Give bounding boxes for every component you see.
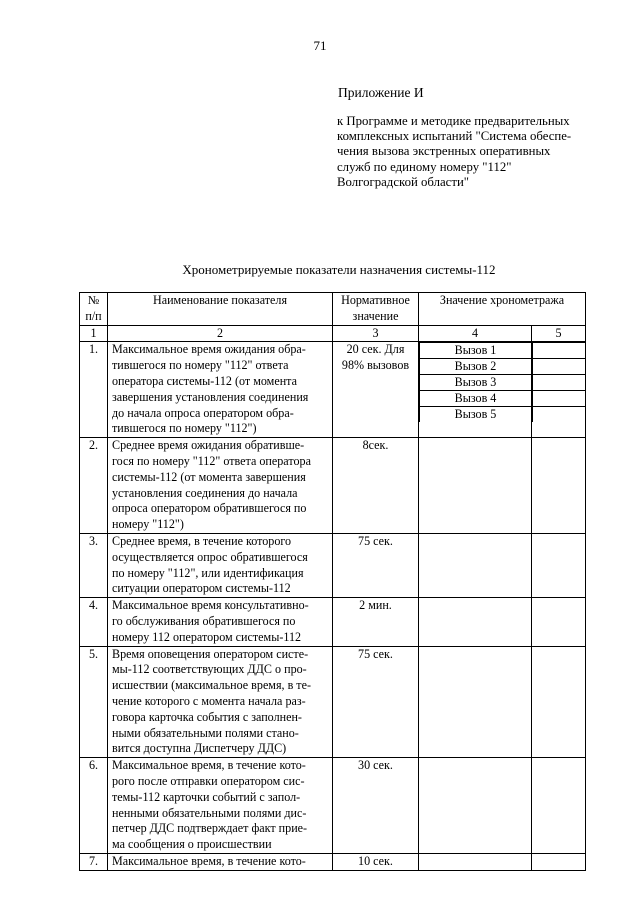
header-name: Наименование показателя	[108, 293, 333, 326]
row-name: Максимальное время, в течение кото-	[108, 853, 333, 870]
row-value-5	[532, 533, 586, 597]
table-row	[80, 853, 586, 870]
call-label: Вызов 4	[419, 390, 532, 407]
timing-table	[79, 292, 586, 871]
row-norm: 20 сек. Для 98% вызовов	[333, 342, 419, 438]
row-number: 6.	[80, 758, 108, 854]
row-value-5	[532, 758, 586, 854]
header-norm: Нормативное значение	[333, 293, 419, 326]
call-label: Вызов 3	[419, 374, 532, 391]
table-row	[80, 758, 586, 854]
header-row	[80, 293, 586, 326]
appendix-subtitle-line: комплексных испытаний "Система обеспе-	[337, 129, 572, 144]
appendix-subtitle-line: Волгоградской области"	[337, 174, 470, 189]
row-name: Среднее время ожидания обративше- гося по номеру "112" ответа оператора системы-112 (от момента завершения установления соединения до начала опроса оператором обратившегося по номеру "112")	[108, 438, 333, 534]
row-value-5	[532, 438, 586, 534]
row-value-4	[419, 438, 532, 534]
row-norm: 8сек.	[333, 438, 419, 534]
table-row	[80, 342, 586, 438]
row-name: Время оповещения оператором систе- мы-112 соответствующих ДДС о про- исшествии (максимальное время, в те- чение которого с момента начала раз- говора карточка события с заполнен- ными обязательными полями стано- вится доступна Диспетчеру ДДС)	[108, 646, 333, 758]
col-number: 2	[108, 325, 333, 342]
row-norm: 75 сек.	[333, 533, 419, 597]
row-norm: 75 сек.	[333, 646, 419, 758]
appendix-subtitle-line: чения вызова экстренных оперативных	[337, 144, 551, 159]
row-value-5	[532, 853, 586, 870]
calls-value-cell	[532, 342, 586, 438]
call-label: Вызов 5	[419, 406, 532, 422]
column-number-row	[80, 325, 586, 342]
table-row	[80, 438, 586, 534]
row-value-4	[419, 758, 532, 854]
appendix-subtitle-line: служб по единому номеру "112"	[337, 159, 512, 174]
header-num: № п/п	[80, 293, 108, 326]
table-row	[80, 598, 586, 646]
row-value-4	[419, 853, 532, 870]
table-row	[80, 533, 586, 597]
row-number: 2.	[80, 438, 108, 534]
call-label: Вызов 2	[419, 358, 532, 375]
appendix-title: Приложение И	[338, 85, 424, 100]
row-value-4	[419, 533, 532, 597]
calls-cell	[419, 342, 532, 438]
col-number: 3	[333, 325, 419, 342]
row-number: 5.	[80, 646, 108, 758]
table-caption: Хронометрируемые показатели назначения системы-112	[182, 262, 496, 277]
row-value-5	[532, 598, 586, 646]
col-number: 5	[532, 325, 586, 342]
row-number: 1.	[80, 342, 108, 438]
appendix-subtitle	[337, 114, 582, 190]
row-value-4	[419, 598, 532, 646]
col-number: 4	[419, 325, 532, 342]
call-value	[532, 406, 586, 422]
appendix-subtitle-line: к Программе и методике предварительных	[337, 114, 570, 128]
row-name: Максимальное время, в течение кото- рого после отправки оператором сис- темы-112 карточки событий с запол- ненными обязательными полями дис- петчер ДДС подтверждает факт прие- ма сообщения о происшествии	[108, 758, 333, 854]
page-number: 71	[313, 38, 327, 53]
row-name: Максимальное время консультативно- го обслуживания обратившегося по номеру 112 оператором системы-112	[108, 598, 333, 646]
call-value	[532, 358, 586, 375]
row-norm: 30 сек.	[333, 758, 419, 854]
row-value-4	[419, 646, 532, 758]
col-number: 1	[80, 325, 108, 342]
row-name: Среднее время, в течение которого осуществляется опрос обратившегося по номеру "112", или идентификация ситуации оператором системы-112	[108, 533, 333, 597]
call-label: Вызов 1	[419, 342, 532, 359]
header-timing: Значение хронометража	[419, 293, 586, 326]
call-value	[532, 390, 586, 407]
row-number: 4.	[80, 598, 108, 646]
row-number: 7.	[80, 853, 108, 870]
row-value-5	[532, 646, 586, 758]
row-name: Максимальное время ожидания обра- тившегося по номеру "112" ответа оператора системы-112 (от момента завершения установления соединения до начала опроса оператором обра- тившегося по номеру "112")	[108, 342, 333, 438]
call-value	[532, 342, 586, 359]
row-number: 3.	[80, 533, 108, 597]
table-row	[80, 646, 586, 758]
row-norm: 10 сек.	[333, 853, 419, 870]
call-value	[532, 374, 586, 391]
row-norm: 2 мин.	[333, 598, 419, 646]
